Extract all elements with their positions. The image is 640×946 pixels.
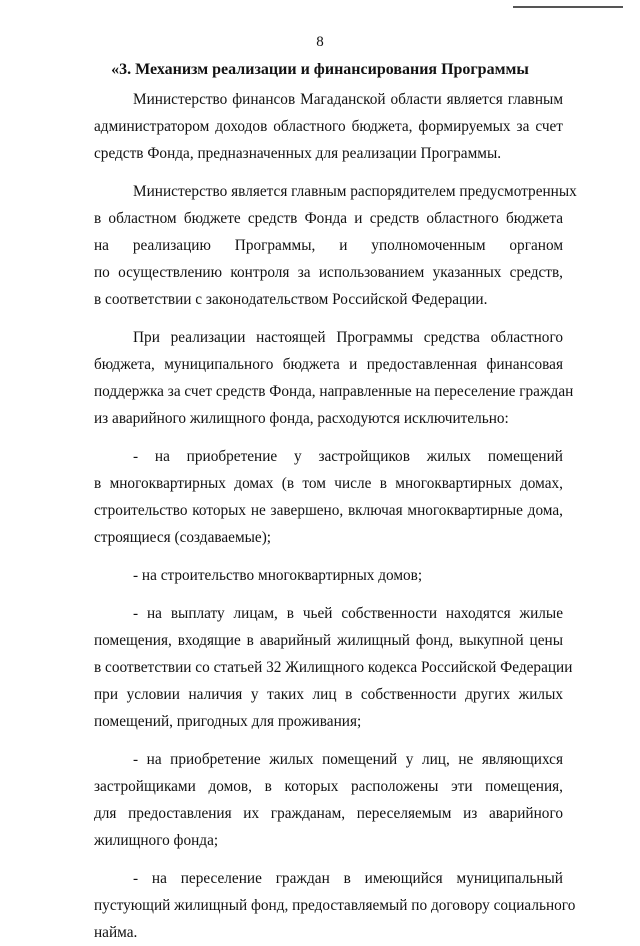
paragraph-line: в многоквартирных домах (в том числе в многоквартирных домах, [94, 475, 563, 492]
paragraph-line: жилищного фонда; [94, 832, 219, 849]
paragraph-line: - на переселение граждан в имеющийся муниципальный [133, 870, 563, 887]
paragraph [94, 600, 573, 735]
paragraph-line: - на приобретение у застройщиков жилых помещений [133, 448, 563, 465]
paragraph-line: найма. [94, 924, 138, 941]
paragraph-line: строительство которых не завершено, включая многоквартирные дома, [94, 502, 563, 519]
paragraph-line: при условии наличия у таких лиц в собственности других жилых [94, 686, 563, 703]
paragraph-line: Министерство финансов Магаданской области является главным [133, 91, 563, 108]
page-number: 8 [316, 34, 324, 50]
paragraph-line: строящиеся (создаваемые); [94, 529, 272, 546]
paragraph [94, 562, 563, 589]
paragraph-line: в областном бюджете средств Фонда и средств областного бюджета [94, 210, 563, 227]
paragraph [94, 746, 563, 854]
paragraph-line: в соответствии с законодательством Российской Федерации. [94, 291, 488, 308]
paragraph-line: в соответствии со статьей 32 Жилищного кодекса Российской Федерации [94, 659, 573, 676]
paragraph [94, 865, 576, 946]
paragraph-line: по осуществлению контроля за использованием указанных средств, [94, 264, 563, 281]
scan-edge-mark [513, 6, 623, 8]
paragraph-line: бюджета, муниципального бюджета и предоставленная финансовая [94, 356, 563, 373]
paragraph [94, 86, 563, 167]
paragraph-line: Министерство является главным распорядителем предусмотренных [133, 183, 577, 200]
paragraph [94, 443, 563, 551]
paragraph-line: застройщиками домов, в которых расположены эти помещения, [94, 778, 563, 795]
paragraph-line: - на строительство многоквартирных домов; [133, 567, 423, 584]
paragraph-line: При реализации настоящей Программы средства областного [133, 329, 563, 346]
paragraph [94, 324, 574, 432]
paragraph-line: из аварийного жилищного фонда, расходуются исключительно: [94, 410, 509, 427]
section-heading: «3. Механизм реализации и финансирования Программы [111, 61, 529, 78]
document-body [94, 86, 577, 946]
paragraph-line: - на приобретение жилых помещений у лиц, не являющихся [133, 751, 563, 768]
paragraph-line: на реализацию Программы, и уполномоченным органом [94, 237, 563, 254]
paragraph-line: помещения, входящие в аварийный жилищный фонд, выкупной цены [94, 632, 563, 649]
paragraph-line: для предоставления их гражданам, переселяемым из аварийного [94, 805, 563, 822]
paragraph-line: администратором доходов областного бюджета, формируемых за счет [94, 118, 563, 135]
paragraph-line: поддержка за счет средств Фонда, направленные на переселение граждан [94, 383, 574, 400]
paragraph-line: пустующий жилищный фонд, предоставляемый по договору социального [94, 897, 576, 914]
paragraph [94, 178, 577, 313]
paragraph-line: помещений, пригодных для проживания; [94, 713, 362, 730]
paragraph-line: - на выплату лицам, в чьей собственности находятся жилые [133, 605, 563, 622]
paragraph-line: средств Фонда, предназначенных для реализации Программы. [94, 145, 502, 162]
